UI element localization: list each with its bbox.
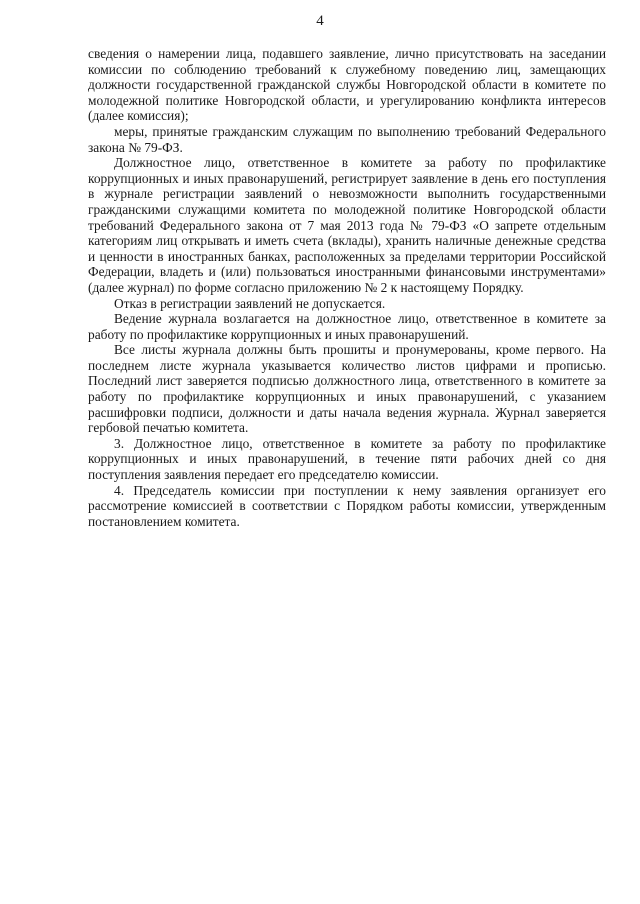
document-body: [88, 46, 606, 529]
paragraph-journal-sheets: Все листы журнала должны быть прошиты и пронумерованы, кроме первого. На последнем листе журнала указывается количество листов цифрами и прописью. Последний лист заверяется подписью должностного лица, ответственного в комитете за работу по профилактике коррупционных и иных правонарушений, с указанием расшифровки подписи, должности и даты начала ведения журнала. Журнал заверяется гербовой печатью комитета.: [88, 342, 606, 436]
paragraph-registration: Должностное лицо, ответственное в комитете за работу по профилактике коррупционных и иных правонарушений, регистрирует заявление в день его поступления в журнале регистрации заявлений о невозможности выполнить государственными гражданскими служащими комитета по молодежной политике Новгородской области требований Федерального закона от 7 мая 2013 года № 79-ФЗ «О запрете отдельным категориям лиц открывать и иметь счета (вклады), хранить наличные денежные средства и ценности в иностранных банках, расположенных за пределами территории Российской Федерации, владеть и (или) пользоваться иностранными финансовыми инструментами» (далее журнал) по форме согласно приложению № 2 к настоящему Порядку.: [88, 155, 606, 295]
page-number: 4: [316, 13, 324, 29]
paragraph-item-4: 4. Председатель комиссии при поступлении к нему заявления организует его рассмотрение комиссией в соответствии с Порядком работы комиссии, утвержденным постановлением комитета.: [88, 482, 606, 529]
paragraph-commission-attendance: сведения о намерении лица, подавшего заявление, лично присутствовать на заседании комиссии по соблюдению требований к служебному поведению лиц, замещающих должности государственной гражданской службы Новгородской области в комитете по молодежной политике Новгородской области, и урегулированию конфликта интересов (далее комиссия);: [88, 46, 606, 124]
paragraph-refusal-not-allowed: Отказ в регистрации заявлений не допускается.: [114, 295, 386, 311]
paragraph-measures-taken: меры, принятые гражданским служащим по выполнению требований Федерального закона № 79-ФЗ.: [88, 123, 606, 155]
paragraph-journal-keeping: Ведение журнала возлагается на должностное лицо, ответственное в комитете за работу по профилактике коррупционных и иных правонарушений.: [88, 311, 606, 342]
paragraph-item-3: 3. Должностное лицо, ответственное в комитете за работу по профилактике коррупционных и иных правонарушений, в течение пяти рабочих дней со дня поступления заявления передает его председателю комиссии.: [88, 435, 606, 483]
